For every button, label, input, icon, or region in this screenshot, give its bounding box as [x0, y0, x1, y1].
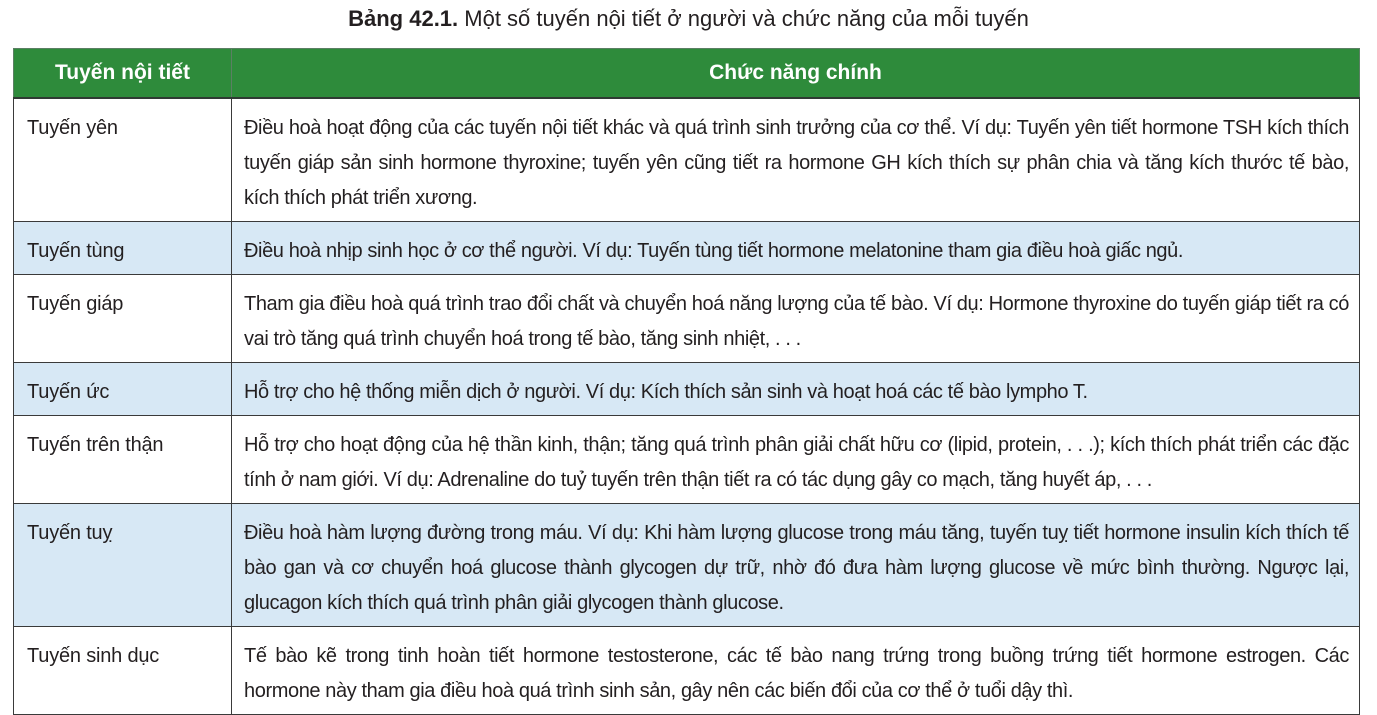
table-row: [14, 222, 1360, 275]
gland-name-cell: Tuyến giáp: [14, 275, 232, 363]
table-row: [14, 627, 1360, 715]
table-row: [14, 504, 1360, 627]
gland-name-cell: Tuyến trên thận: [14, 416, 232, 504]
table-row: [14, 275, 1360, 363]
gland-function-cell: Tế bào kẽ trong tinh hoàn tiết hormone testosterone, các tế bào nang trứng trong buồng trứng tiết hormone estrogen. Các hormone này tham gia điều hoà quá trình sinh sản, gây nên các biến đổi của cơ thể ở tuổi dậy thì.: [232, 627, 1360, 715]
gland-function-cell: Hỗ trợ cho hệ thống miễn dịch ở người. Ví dụ: Kích thích sản sinh và hoạt hoá các tế bào lympho T.: [232, 363, 1360, 416]
gland-name-cell: Tuyến sinh dục: [14, 627, 232, 715]
gland-function-cell: Điều hoà hoạt động của các tuyến nội tiết khác và quá trình sinh trưởng của cơ thể. Ví dụ: Tuyến yên tiết hormone TSH kích thích tuyến giáp sản sinh hormone thyroxine; tuyến yên cũng tiết ra hormone GH kích thích sự phân chia và tăng kích thước tế bào, kích thích phát triển xương.: [232, 98, 1360, 222]
caption-label: Bảng 42.1.: [348, 6, 459, 31]
column-header-gland: Tuyến nội tiết: [14, 49, 232, 99]
gland-name-cell: Tuyến yên: [14, 98, 232, 222]
endocrine-gland-table: [13, 48, 1360, 715]
gland-function-cell: Điều hoà hàm lượng đường trong máu. Ví dụ: Khi hàm lượng glucose trong máu tăng, tuyến tuỵ tiết hormone insulin kích thích tế bào gan và cơ chuyển hoá glucose thành glycogen dự trữ, nhờ đó đưa hàm lượng glucose về mức bình thường. Ngược lại, glucagon kích thích quá trình phân giải glycogen thành glucose.: [232, 504, 1360, 627]
table-row: [14, 98, 1360, 222]
table-caption: [0, 5, 1377, 33]
table-row: [14, 416, 1360, 504]
gland-name-cell: Tuyến tuỵ: [14, 504, 232, 627]
gland-name-cell: Tuyến tùng: [14, 222, 232, 275]
column-header-function: Chức năng chính: [232, 49, 1360, 99]
gland-function-cell: Hỗ trợ cho hoạt động của hệ thần kinh, thận; tăng quá trình phân giải chất hữu cơ (lipid, protein, . . .); kích thích phát triển các đặc tính ở nam giới. Ví dụ: Adrenaline do tuỷ tuyến trên thận tiết ra có tác dụng gây co mạch, tăng huyết áp, . . .: [232, 416, 1360, 504]
table-header-row: [14, 49, 1360, 99]
gland-function-cell: Tham gia điều hoà quá trình trao đổi chất và chuyển hoá năng lượng của tế bào. Ví dụ: Hormone thyroxine do tuyến giáp tiết ra có vai trò tăng quá trình chuyển hoá trong tế bào, tăng sinh nhiệt, . . .: [232, 275, 1360, 363]
table-row: [14, 363, 1360, 416]
gland-function-cell: Điều hoà nhịp sinh học ở cơ thể người. Ví dụ: Tuyến tùng tiết hormone melatonine tham gia điều hoà giấc ngủ.: [232, 222, 1360, 275]
caption-text: Một số tuyến nội tiết ở người và chức năng của mỗi tuyến: [458, 6, 1029, 31]
gland-name-cell: Tuyến ức: [14, 363, 232, 416]
